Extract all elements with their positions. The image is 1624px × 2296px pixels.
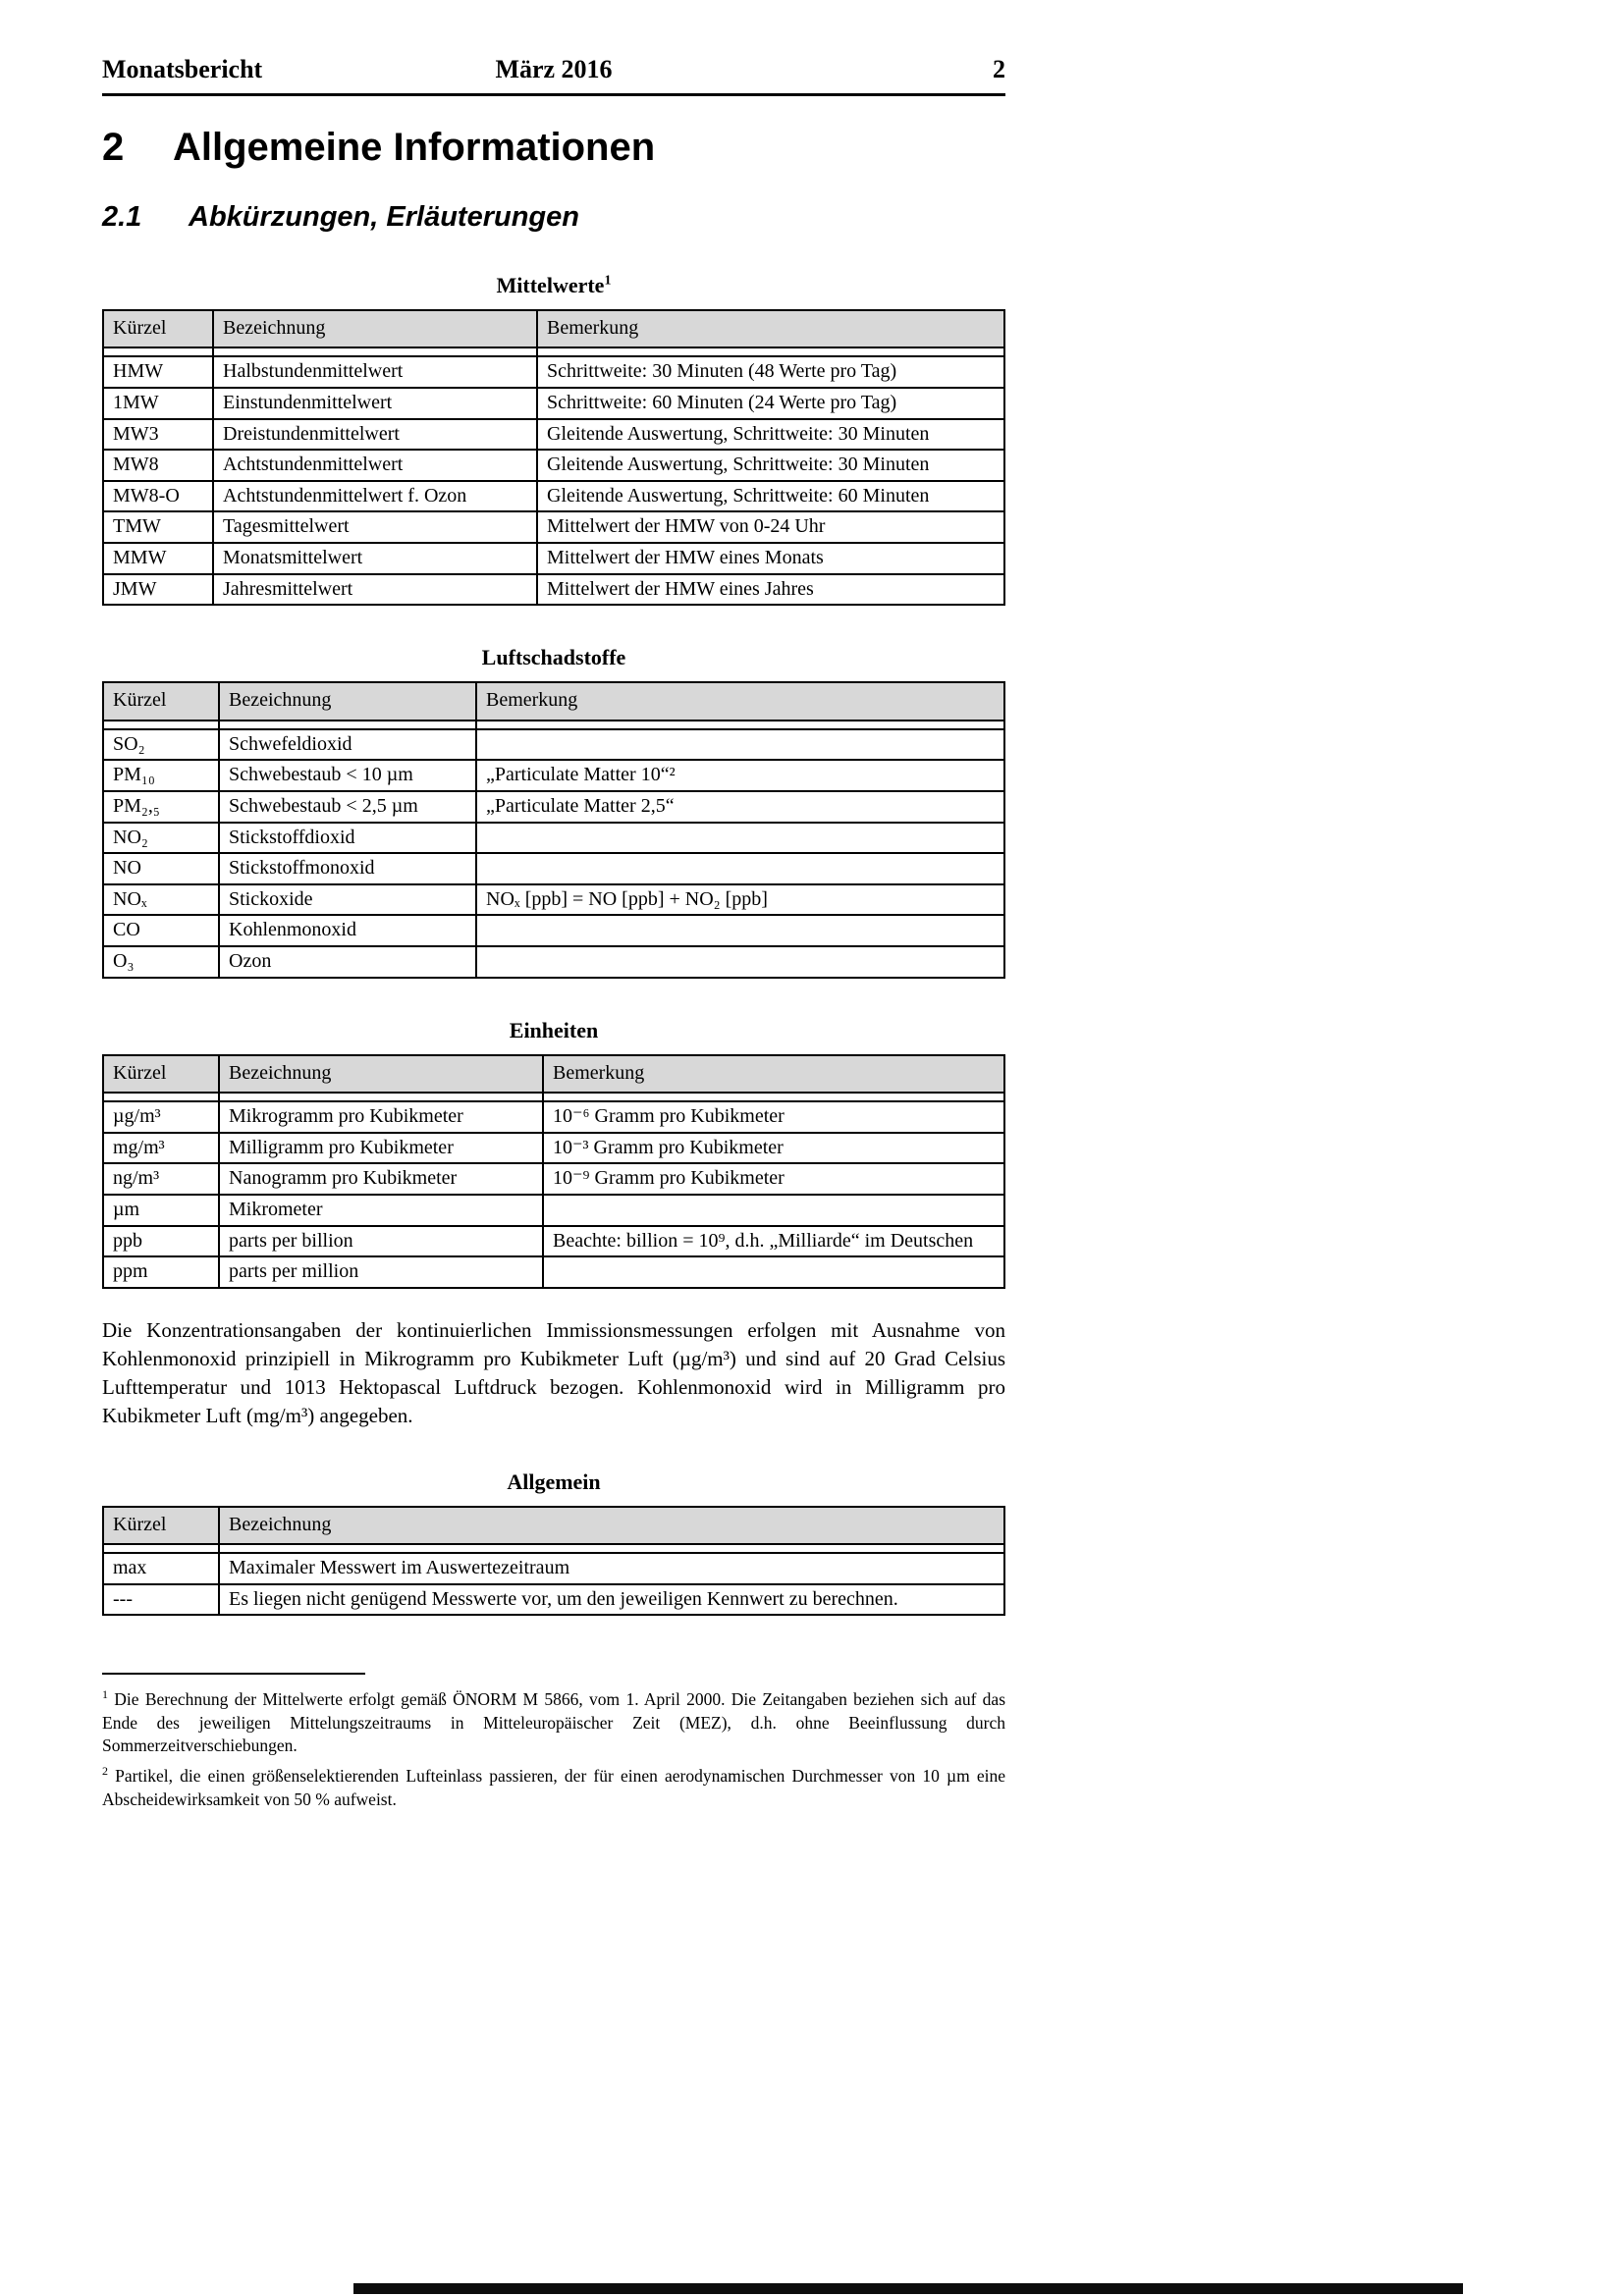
cell-bezeichnung: Jahresmittelwert — [213, 574, 537, 606]
page-number: 2 — [993, 55, 1006, 83]
cell-bemerkung: Mittelwert der HMW von 0-24 Uhr — [537, 511, 1004, 543]
table-header-row — [103, 1507, 1004, 1545]
cell-kuerzel: µm — [103, 1195, 219, 1226]
spacer-cell — [219, 1544, 1004, 1553]
spacer-cell — [103, 721, 219, 729]
table-row — [103, 823, 1004, 854]
spacer-cell — [543, 1093, 1004, 1101]
footnotes-section — [102, 1673, 1005, 1811]
cell-kuerzel: ppb — [103, 1226, 219, 1257]
cell-bezeichnung: Achtstundenmittelwert — [213, 450, 537, 481]
cell-bezeichnung: Achtstundenmittelwert f. Ozon — [213, 481, 537, 512]
cell-bemerkung: Beachte: billion = 10⁹, d.h. „Milliarde“ im Deutschen — [543, 1226, 1004, 1257]
cell-kuerzel: NO₂ — [103, 823, 219, 854]
table-row — [103, 1226, 1004, 1257]
cell-bezeichnung: Ozon — [219, 946, 476, 978]
cell-kuerzel: --- — [103, 1584, 219, 1616]
cell-kuerzel: PM₁₀ — [103, 760, 219, 791]
cell-bemerkung: Schrittweite: 30 Minuten (48 Werte pro Tag) — [537, 356, 1004, 388]
cell-bezeichnung: parts per billion — [219, 1226, 543, 1257]
footnote-1-text: Die Berechnung der Mittelwerte erfolgt gemäß ÖNORM M 5866, vom 1. April 2000. Die Zeitangaben beziehen sich auf das Ende des jeweiligen Mittelungszeitraums in Mitteleuropäischer Zeit (MEZ), d.h. ohne Beeinflussung durch Sommerzeitverschiebungen. — [102, 1689, 1006, 1756]
table-row — [103, 481, 1004, 512]
cell-bemerkung — [476, 915, 1004, 946]
footnote-separator — [102, 1673, 365, 1675]
cell-kuerzel: NO — [103, 853, 219, 884]
cell-bemerkung — [543, 1195, 1004, 1226]
col-header-bemerkung: Bemerkung — [537, 310, 1004, 348]
col-header-bezeichnung: Bezeichnung — [219, 682, 476, 721]
cell-bemerkung — [476, 729, 1004, 761]
table-row — [103, 760, 1004, 791]
cell-bezeichnung: Schwebestaub < 10 µm — [219, 760, 476, 791]
cell-bezeichnung: Mikrometer — [219, 1195, 543, 1226]
table-row — [103, 1101, 1004, 1133]
spacer-cell — [537, 347, 1004, 356]
cell-kuerzel: HMW — [103, 356, 213, 388]
col-header-bezeichnung: Bezeichnung — [219, 1507, 1004, 1545]
scan-edge-artifact — [353, 2283, 1463, 2294]
cell-bemerkung: Gleitende Auswertung, Schrittweite: 60 Minuten — [537, 481, 1004, 512]
cell-kuerzel: CO — [103, 915, 219, 946]
col-header-bezeichnung: Bezeichnung — [213, 310, 537, 348]
cell-bemerkung: Mittelwert der HMW eines Monats — [537, 543, 1004, 574]
cell-bezeichnung: Halbstundenmittelwert — [213, 356, 537, 388]
mittelwerte-table — [102, 309, 1005, 606]
spacer-cell — [103, 347, 213, 356]
cell-bemerkung — [476, 823, 1004, 854]
einheiten-table — [102, 1054, 1005, 1289]
col-header-kuerzel: Kürzel — [103, 310, 213, 348]
table-row — [103, 853, 1004, 884]
cell-kuerzel: NOₓ — [103, 884, 219, 916]
einheiten-caption: Einheiten — [509, 1017, 599, 1042]
footnote-1 — [102, 1686, 1005, 1758]
table-spacer-row — [103, 1093, 1004, 1101]
footnote-1-marker: 1 — [102, 1687, 108, 1702]
spacer-cell — [103, 1093, 219, 1101]
section-number: 2 — [102, 126, 125, 169]
col-header-kuerzel: Kürzel — [103, 1507, 219, 1545]
luftschadstoffe-table — [102, 681, 1005, 978]
table-row — [103, 1553, 1004, 1584]
cell-kuerzel: MW3 — [103, 419, 213, 451]
document-page — [102, 55, 1005, 1811]
cell-bezeichnung: Mikrogramm pro Kubikmeter — [219, 1101, 543, 1133]
cell-kuerzel: JMW — [103, 574, 213, 606]
table-row — [103, 1584, 1004, 1616]
spacer-cell — [476, 721, 1004, 729]
table-header-row — [103, 1055, 1004, 1094]
cell-kuerzel: ng/m³ — [103, 1163, 219, 1195]
cell-bezeichnung: Es liegen nicht genügend Messwerte vor, um den jeweiligen Kennwert zu berechnen. — [219, 1584, 1004, 1616]
cell-bemerkung — [543, 1256, 1004, 1288]
cell-bezeichnung: Maximaler Messwert im Auswertezeitraum — [219, 1553, 1004, 1584]
table-row — [103, 1133, 1004, 1164]
table-row — [103, 450, 1004, 481]
col-header-bemerkung: Bemerkung — [476, 682, 1004, 721]
subsection-number: 2.1 — [102, 201, 142, 233]
table-spacer-row — [103, 347, 1004, 356]
table-row — [103, 1163, 1004, 1195]
table-header-row — [103, 310, 1004, 348]
cell-bezeichnung: Dreistundenmittelwert — [213, 419, 537, 451]
cell-bezeichnung: Einstundenmittelwert — [213, 388, 537, 419]
cell-bemerkung: „Particulate Matter 10“² — [476, 760, 1004, 791]
col-header-bemerkung: Bemerkung — [543, 1055, 1004, 1094]
cell-kuerzel: MW8-O — [103, 481, 213, 512]
table-row — [103, 884, 1004, 916]
cell-kuerzel: µg/m³ — [103, 1101, 219, 1133]
cell-bezeichnung: Monatsmittelwert — [213, 543, 537, 574]
caption-text: Mittelwerte — [496, 272, 605, 297]
cell-bemerkung: „Particulate Matter 2,5“ — [476, 791, 1004, 823]
spacer-cell — [219, 721, 476, 729]
cell-bemerkung — [476, 946, 1004, 978]
cell-bezeichnung: Schwebestaub < 2,5 µm — [219, 791, 476, 823]
col-header-kuerzel: Kürzel — [103, 682, 219, 721]
table-row — [103, 791, 1004, 823]
cell-bezeichnung: Tagesmittelwert — [213, 511, 537, 543]
col-header-bezeichnung: Bezeichnung — [219, 1055, 543, 1094]
table-row — [103, 511, 1004, 543]
luftschadstoffe-caption: Luftschadstoffe — [481, 645, 626, 670]
cell-kuerzel: max — [103, 1553, 219, 1584]
cell-bemerkung: 10⁻⁶ Gramm pro Kubikmeter — [543, 1101, 1004, 1133]
footnote-2 — [102, 1763, 1005, 1811]
section-title: Allgemeine Informationen — [173, 126, 656, 169]
header-rule — [102, 93, 1005, 96]
report-period: März 2016 — [495, 55, 613, 83]
footnote-marker-1: 1 — [604, 273, 612, 289]
spacer-cell — [103, 1544, 219, 1553]
cell-bezeichnung: Nanogramm pro Kubikmeter — [219, 1163, 543, 1195]
table-row — [103, 356, 1004, 388]
table-row — [103, 946, 1004, 978]
cell-bemerkung — [476, 853, 1004, 884]
cell-kuerzel: 1MW — [103, 388, 213, 419]
cell-bemerkung: Mittelwert der HMW eines Jahres — [537, 574, 1004, 606]
subsection-heading — [102, 202, 1005, 234]
table-row — [103, 1256, 1004, 1288]
cell-bezeichnung: Stickoxide — [219, 884, 476, 916]
cell-bezeichnung: Milligramm pro Kubikmeter — [219, 1133, 543, 1164]
table-row — [103, 574, 1004, 606]
cell-kuerzel: mg/m³ — [103, 1133, 219, 1164]
cell-bezeichnung: Schwefeldioxid — [219, 729, 476, 761]
table-header-row — [103, 682, 1004, 721]
table-row — [103, 1195, 1004, 1226]
allgemein-caption: Allgemein — [507, 1468, 601, 1494]
cell-kuerzel: SO₂ — [103, 729, 219, 761]
cell-bezeichnung: Kohlenmonoxid — [219, 915, 476, 946]
cell-kuerzel: ppm — [103, 1256, 219, 1288]
concentration-note-paragraph: Die Konzentrationsangaben der kontinuierlichen Immissionsmessungen erfolgen mit Ausnahme von Kohlenmonoxid prinzipiell in Mikrogramm pro Kubikmeter Luft (µg/m³) und sind auf 20 Grad Celsius Lufttemperatur und 1013 Hektopascal Luftdruck bezogen. Kohlenmonoxid wird in Milligramm pro Kubikmeter Luft (mg/m³) angegeben. — [102, 1317, 1005, 1427]
col-header-kuerzel: Kürzel — [103, 1055, 219, 1094]
allgemein-table — [102, 1506, 1005, 1617]
cell-kuerzel: TMW — [103, 511, 213, 543]
cell-bemerkung: Gleitende Auswertung, Schrittweite: 30 Minuten — [537, 450, 1004, 481]
page-header — [102, 55, 1005, 84]
cell-bemerkung: 10⁻⁹ Gramm pro Kubikmeter — [543, 1163, 1004, 1195]
section-heading — [102, 126, 1005, 169]
mittelwerte-caption — [102, 273, 1005, 298]
cell-kuerzel: MW8 — [103, 450, 213, 481]
report-title: Monatsbericht — [102, 55, 263, 83]
table-row — [103, 729, 1004, 761]
cell-bezeichnung: Stickstoffmonoxid — [219, 853, 476, 884]
cell-bemerkung: 10⁻³ Gramm pro Kubikmeter — [543, 1133, 1004, 1164]
cell-bemerkung: Gleitende Auswertung, Schrittweite: 30 Minuten — [537, 419, 1004, 451]
table-spacer-row — [103, 721, 1004, 729]
table-row — [103, 543, 1004, 574]
footnote-2-text: Partikel, die einen größenselektierenden Lufteinlass passieren, der für einen aerodynamischen Durchmesser von 10 µm eine Abscheidewirksamkeit von 50 % aufweist. — [102, 1765, 1006, 1809]
cell-bezeichnung: parts per million — [219, 1256, 543, 1288]
cell-kuerzel: O₃ — [103, 946, 219, 978]
spacer-cell — [213, 347, 537, 356]
cell-kuerzel: PM₂,₅ — [103, 791, 219, 823]
cell-kuerzel: MMW — [103, 543, 213, 574]
cell-bemerkung: Schrittweite: 60 Minuten (24 Werte pro Tag) — [537, 388, 1004, 419]
table-row — [103, 388, 1004, 419]
spacer-cell — [219, 1093, 543, 1101]
cell-bezeichnung: Stickstoffdioxid — [219, 823, 476, 854]
footnote-2-marker: 2 — [102, 1764, 108, 1779]
cell-bemerkung: NOₓ [ppb] = NO [ppb] + NO₂ [ppb] — [476, 884, 1004, 916]
table-spacer-row — [103, 1544, 1004, 1553]
table-row — [103, 915, 1004, 946]
subsection-title: Abkürzungen, Erläuterungen — [189, 201, 579, 233]
table-row — [103, 419, 1004, 451]
